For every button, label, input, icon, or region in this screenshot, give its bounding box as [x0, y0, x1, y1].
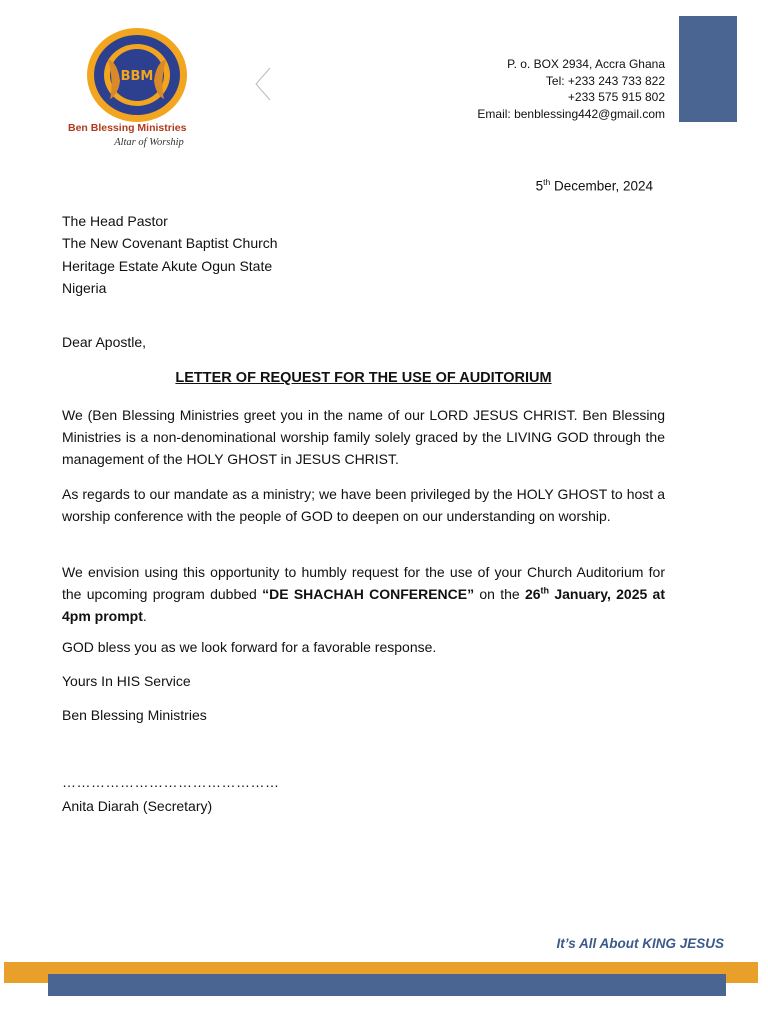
contact-address: P. o. BOX 2934, Accra Ghana	[507, 57, 665, 71]
signature-line: ………………………………………	[62, 774, 280, 790]
salutation: Dear Apostle,	[62, 334, 147, 350]
letter-subject: LETTER OF REQUEST FOR THE USE OF AUDITORIUM	[175, 370, 552, 386]
logo-tagline: Altar of Worship	[114, 137, 184, 148]
closing: Yours In HIS Service	[62, 673, 191, 689]
recipient-line: The Head Pastor	[62, 213, 168, 229]
p3-end: .	[142, 608, 147, 624]
footer-blue-band	[48, 974, 726, 996]
body-paragraph: We (Ben Blessing Ministries greet you in the name of our LORD JESUS CHRIST. Ben Blessing Ministries is a non-denominational worship family solely graced by the LIVING GOD through the management of the HOLY GHOST in JESUS CHRIST.	[62, 407, 665, 467]
ministry-logo	[62, 18, 212, 163]
footer-motto: It’s All About KING JESUS	[556, 936, 724, 951]
logo-name: Ben Blessing Ministries	[68, 122, 187, 134]
logo-emblem	[84, 25, 190, 125]
contact-block	[477, 56, 665, 122]
signer-name: Anita Diarah (Secretary)	[62, 798, 213, 814]
conference-date: 26th January, 2025 at 4pm prompt	[62, 585, 666, 624]
recipient-line: Heritage Estate Akute Ogun State	[62, 257, 273, 274]
sender-name: Ben Blessing Ministries	[62, 707, 207, 723]
letter-date	[536, 177, 653, 194]
date-day: 5	[535, 178, 544, 194]
conference-name: “DE SHACHAH CONFERENCE”	[262, 586, 475, 602]
contact-email: Email: benblessing442@gmail.com	[477, 106, 665, 121]
chevron-left-icon	[252, 64, 274, 104]
header-blue-block	[679, 16, 737, 122]
date-suffix: th	[543, 177, 551, 187]
recipient-line: The New Covenant Baptist Church	[62, 235, 278, 252]
recipient-line: Nigeria	[62, 279, 107, 296]
contact-tel: Tel: +233 243 733 822	[545, 73, 665, 88]
body-paragraph: GOD bless you as we look forward for a favorable response.	[62, 639, 437, 655]
date-rest: December, 2024	[550, 178, 653, 194]
p3-on: on the	[474, 586, 525, 602]
p3-intro: We envision using this opportunity to humbly request for the use of your Church Auditorium for the upcoming program dubbed	[62, 564, 665, 602]
recipient-address	[62, 210, 665, 299]
body-paragraph	[62, 561, 665, 627]
logo-monogram: BBM	[120, 69, 154, 84]
body-paragraph: As regards to our mandate as a ministry; we have been privileged by the HOLY GHOST to host a worship conference with the people of GOD to deepen on our understanding on worship.	[62, 486, 665, 524]
contact-tel-2: +233 575 915 802	[567, 90, 665, 104]
